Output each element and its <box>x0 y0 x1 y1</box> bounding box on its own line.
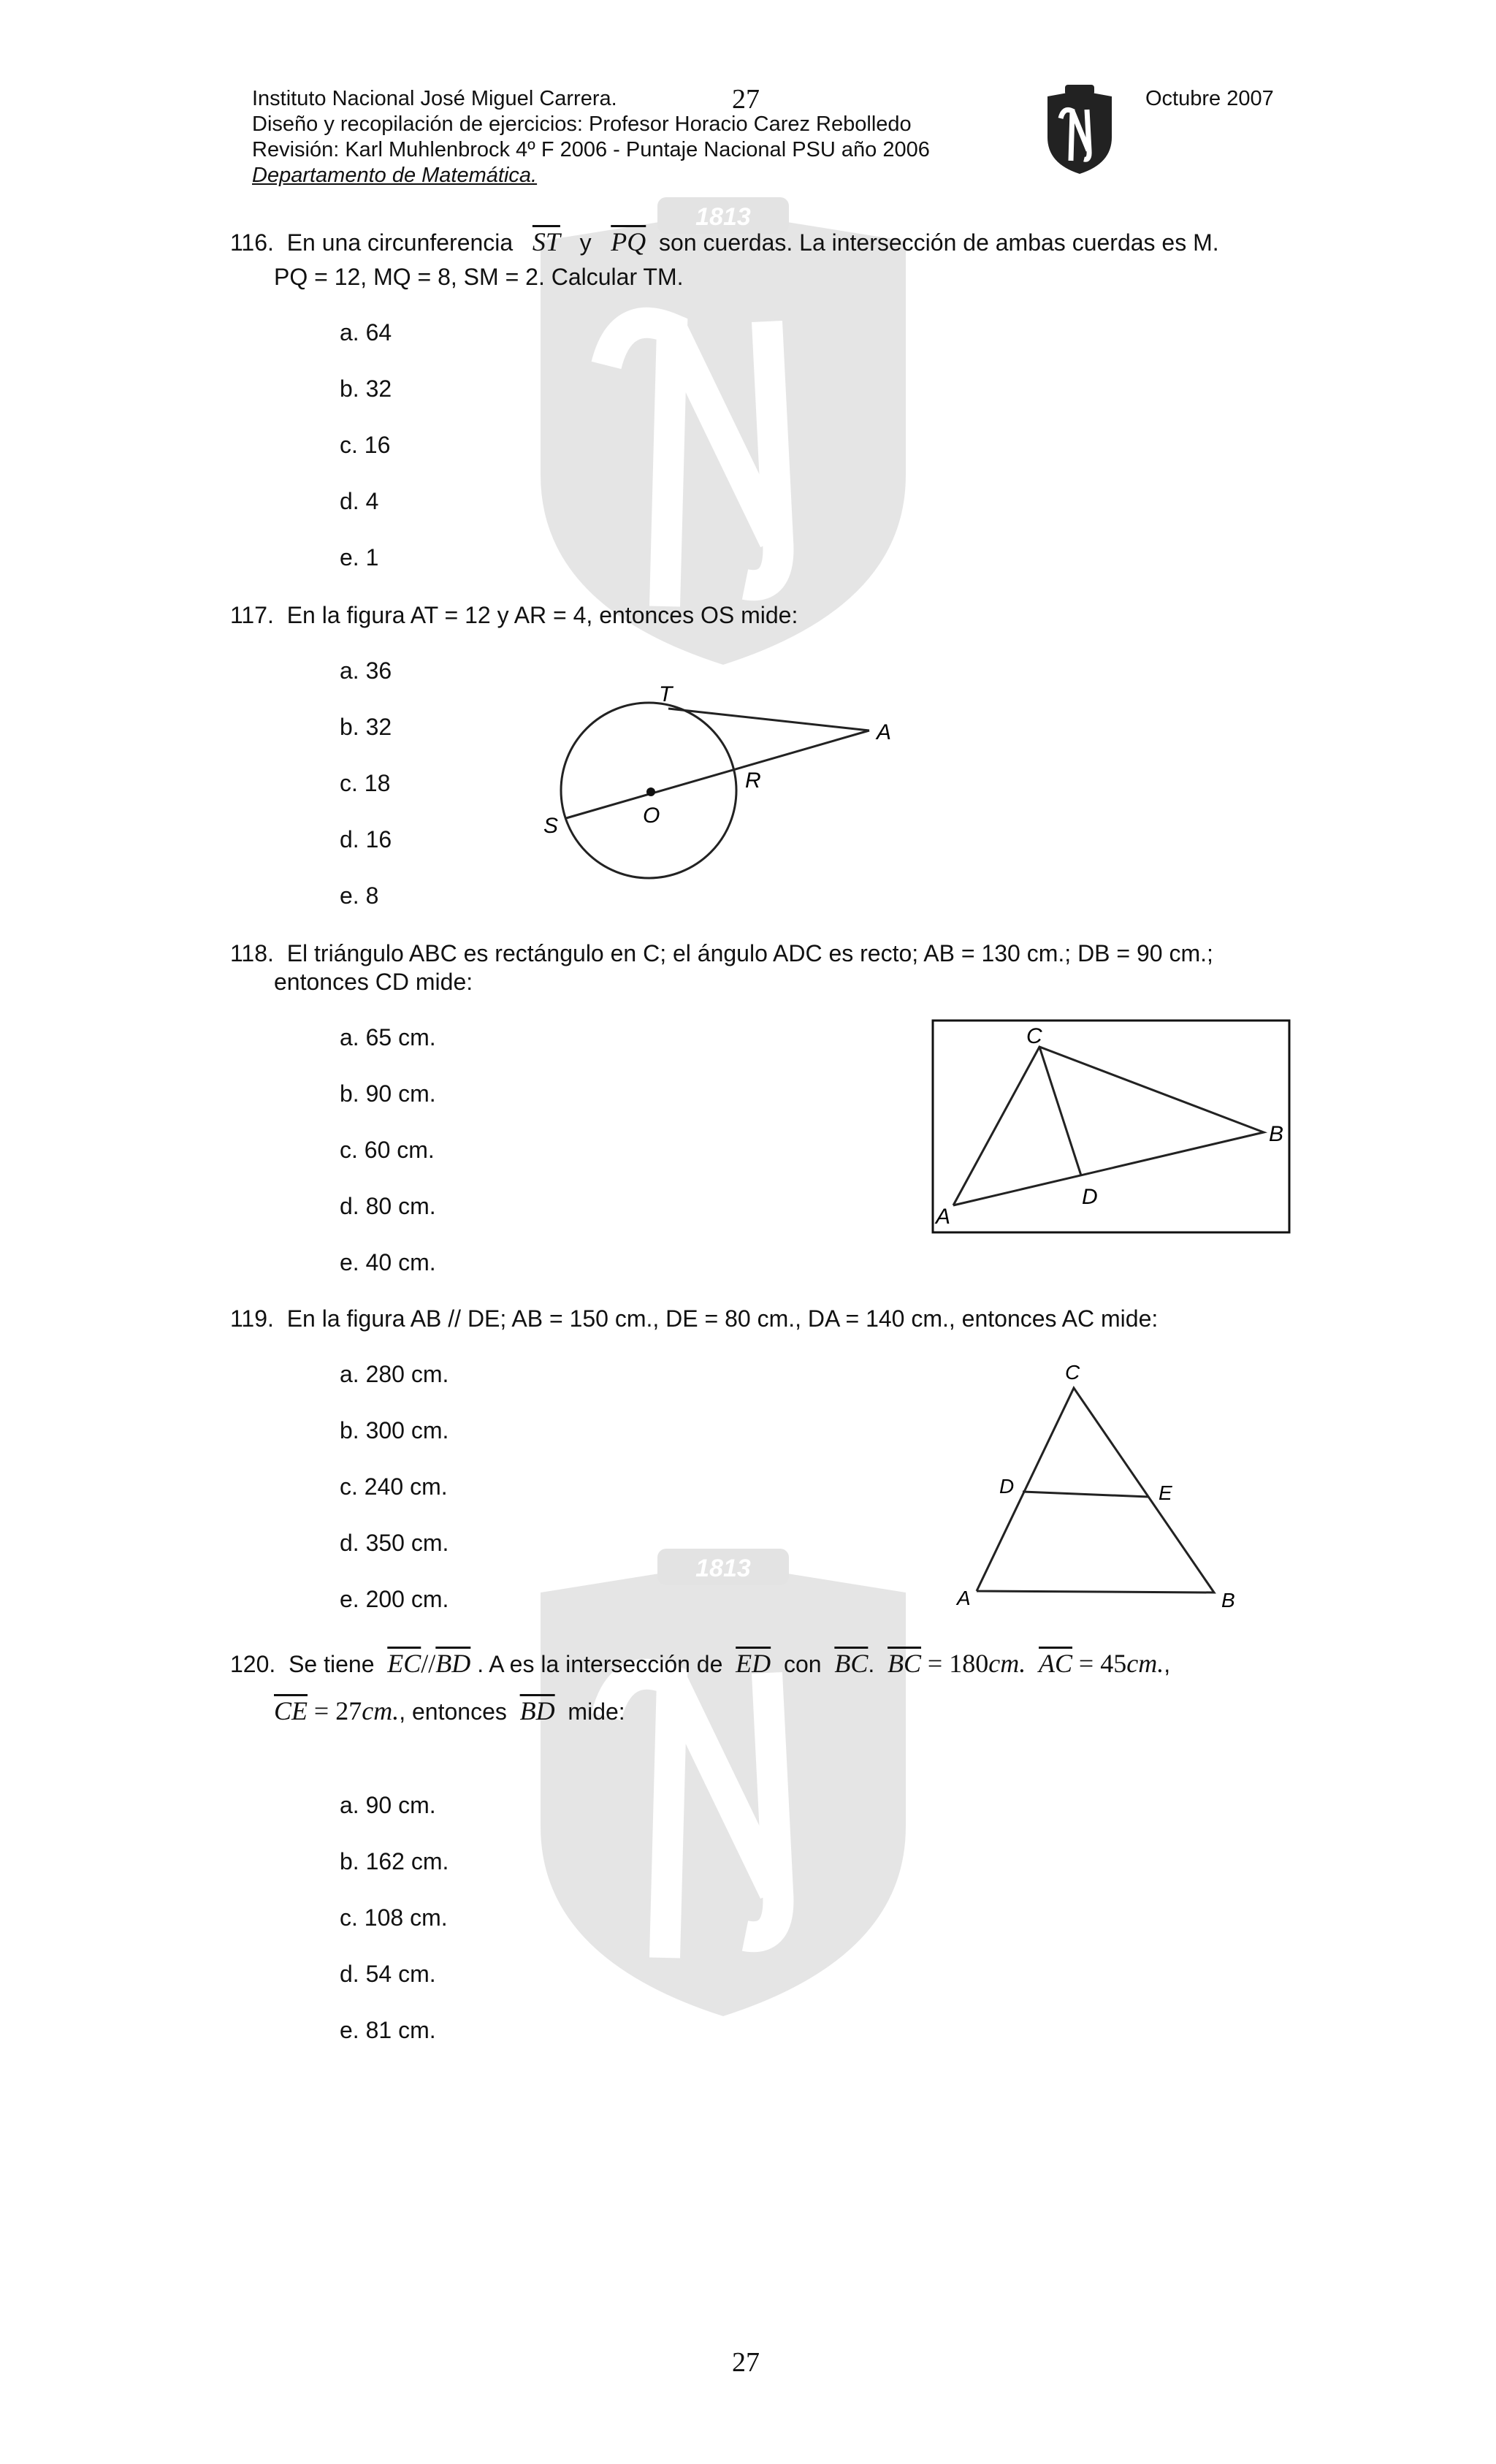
q120-segment-bc: $\overline{BC}$ <box>834 1649 869 1678</box>
q119-label-a: A <box>957 1587 971 1609</box>
q117-number: 117. <box>230 602 274 628</box>
header-institute: Instituto Nacional José Miguel Carrera. <box>252 87 617 110</box>
q117-option-b[interactable]: b. 32 <box>340 714 392 740</box>
q120-option-e[interactable]: e. 81 cm. <box>340 2017 436 2043</box>
q117-text: En la figura AT = 12 y AR = 4, entonces OS mide: <box>286 602 798 628</box>
q117-figure-circle-tangent <box>533 679 906 884</box>
q116-segment-pq: $\overline{PQ}$ <box>611 227 646 256</box>
q118-option-e[interactable]: e. 40 cm. <box>340 1249 436 1275</box>
q117-secant-as <box>566 731 869 818</box>
q120-segment-ce: $\overline{CE}$ <box>274 1696 308 1725</box>
q120-unit-1: cm. <box>988 1649 1026 1678</box>
q119-segment-de <box>1023 1492 1148 1497</box>
q119-line1 <box>230 1301 1158 1336</box>
q116-option-a[interactable]: a. 64 <box>340 319 392 346</box>
watermark-crest-bottom <box>526 1549 920 2024</box>
q118-text: El triángulo ABC es rectángulo en C; el ángulo ADC es recto; AB = 130 cm.; DB = 90 cm.; <box>286 940 1213 966</box>
q116-number: 116. <box>230 229 274 256</box>
q120-option-d[interactable]: d. 54 cm. <box>340 1961 436 1987</box>
q120-segment-bd: $\overline{BD}$ <box>435 1649 471 1678</box>
q118-option-c[interactable]: c. 60 cm. <box>340 1137 435 1163</box>
q118-option-a[interactable]: a. 65 cm. <box>340 1024 436 1050</box>
q117-label-r: R <box>745 768 761 793</box>
q116-option-d[interactable]: d. 4 <box>340 488 379 514</box>
q118-label-d: D <box>1082 1185 1098 1209</box>
q117-option-d[interactable]: d. 16 <box>340 826 392 853</box>
q117-option-e[interactable]: e. 8 <box>340 882 379 909</box>
q120-text-6: , entonces <box>399 1698 507 1725</box>
q120-line2 <box>274 1693 625 1729</box>
header-author: Diseño y recopilación de ejercicios: Profesor Horacio Carez Rebolledo <box>252 112 912 136</box>
q119-text: En la figura AB // DE; AB = 150 cm., DE = 80 cm., DA = 140 cm., entonces AC mide: <box>286 1305 1159 1332</box>
q119-label-c: C <box>1065 1361 1080 1384</box>
q116-text-a: En una circunferencia <box>286 229 514 256</box>
q118-line2: entonces CD mide: <box>274 969 473 995</box>
q120-option-b[interactable]: b. 162 cm. <box>340 1848 449 1874</box>
q117-label-o: O <box>643 804 660 828</box>
q117-label-t: T <box>659 682 673 706</box>
q120-text-7: mide: <box>568 1698 625 1725</box>
q119-label-b: B <box>1221 1589 1235 1611</box>
q117-label-a: A <box>877 720 892 744</box>
q116-segment-st: $\overline{ST}$ <box>532 227 560 256</box>
q118-option-b[interactable]: b. 90 cm. <box>340 1080 436 1107</box>
q120-equals-45: = 45 <box>1078 1649 1127 1678</box>
watermark-year: 1813 <box>695 203 751 231</box>
q119-option-d[interactable]: d. 350 cm. <box>340 1530 449 1556</box>
q119-figure-triangle-parallel <box>950 1359 1256 1614</box>
q117-option-a[interactable]: a. 36 <box>340 657 392 684</box>
q119-label-e: E <box>1159 1481 1172 1504</box>
q120-text-2: . A es la intersección de <box>477 1651 723 1677</box>
q120-text-5: , <box>1164 1651 1171 1677</box>
q119-option-b[interactable]: b. 300 cm. <box>340 1417 449 1443</box>
q120-text-3: con <box>783 1651 822 1677</box>
q116-y: y <box>579 229 592 256</box>
q120-unit-3: cm. <box>362 1696 400 1725</box>
q117-label-s: S <box>543 814 559 838</box>
q120-unit-2: cm. <box>1126 1649 1164 1678</box>
q120-segment-bd-2: $\overline{BD}$ <box>519 1696 555 1725</box>
footer-page-number: 27 <box>732 2347 760 2378</box>
q119-label-d: D <box>999 1475 1015 1498</box>
q116-option-c[interactable]: c. 16 <box>340 432 391 458</box>
header-date: Octubre 2007 <box>1145 87 1274 110</box>
q119-option-c[interactable]: c. 240 cm. <box>340 1473 448 1500</box>
watermark-year-2: 1813 <box>695 1555 751 1582</box>
q120-option-a[interactable]: a. 90 cm. <box>340 1792 436 1818</box>
header-department: Departamento de Matemática. <box>252 164 538 187</box>
q118-label-a: A <box>936 1205 951 1229</box>
q120-option-c[interactable]: c. 108 cm. <box>340 1904 448 1931</box>
header-page-number: 27 <box>732 84 760 115</box>
q118-figure-frame <box>933 1021 1289 1232</box>
q120-parallel: // <box>421 1649 436 1678</box>
q118-option-d[interactable]: d. 80 cm. <box>340 1193 436 1219</box>
q116-option-e[interactable]: e. 1 <box>340 544 379 571</box>
q116-text-b: son cuerdas. La intersección de ambas cuerdas es M. <box>659 229 1219 256</box>
q116-line2: PQ = 12, MQ = 8, SM = 2. Calcular TM. <box>274 264 684 290</box>
q120-line1 <box>230 1646 1170 1682</box>
q119-option-a[interactable]: a. 280 cm. <box>340 1361 449 1387</box>
q117-center-o <box>646 787 655 796</box>
q118-label-c: C <box>1026 1024 1042 1048</box>
header-revision: Revisión: Karl Muhlenbrock 4º F 2006 - Puntaje Nacional PSU año 2006 <box>252 138 930 161</box>
q118-label-b: B <box>1269 1122 1284 1146</box>
q120-segment-ac: $\overline{AC}$ <box>1039 1649 1073 1678</box>
institute-logo <box>1043 85 1116 176</box>
q119-number: 119. <box>230 1305 274 1332</box>
q120-text-1: Se tiene <box>289 1651 375 1677</box>
q118-number: 118. <box>230 940 274 966</box>
q120-text-4: . <box>868 1651 875 1677</box>
q117-option-c[interactable]: c. 18 <box>340 770 391 796</box>
q118-figure-right-triangle <box>931 1019 1291 1235</box>
q117-line1 <box>230 598 798 633</box>
q116-option-b[interactable]: b. 32 <box>340 375 392 402</box>
q119-option-e[interactable]: e. 200 cm. <box>340 1586 449 1612</box>
q120-segment-ed: $\overline{ED}$ <box>736 1649 771 1678</box>
q120-number: 120. <box>230 1651 276 1677</box>
q120-segment-ec: $\overline{EC}$ <box>387 1649 421 1678</box>
q120-equals-180: = 180 <box>927 1649 989 1678</box>
q120-segment-bc-2: $\overline{BC}$ <box>888 1649 922 1678</box>
q120-equals-27: = 27 <box>313 1696 362 1725</box>
q116-line1 <box>230 224 1219 260</box>
